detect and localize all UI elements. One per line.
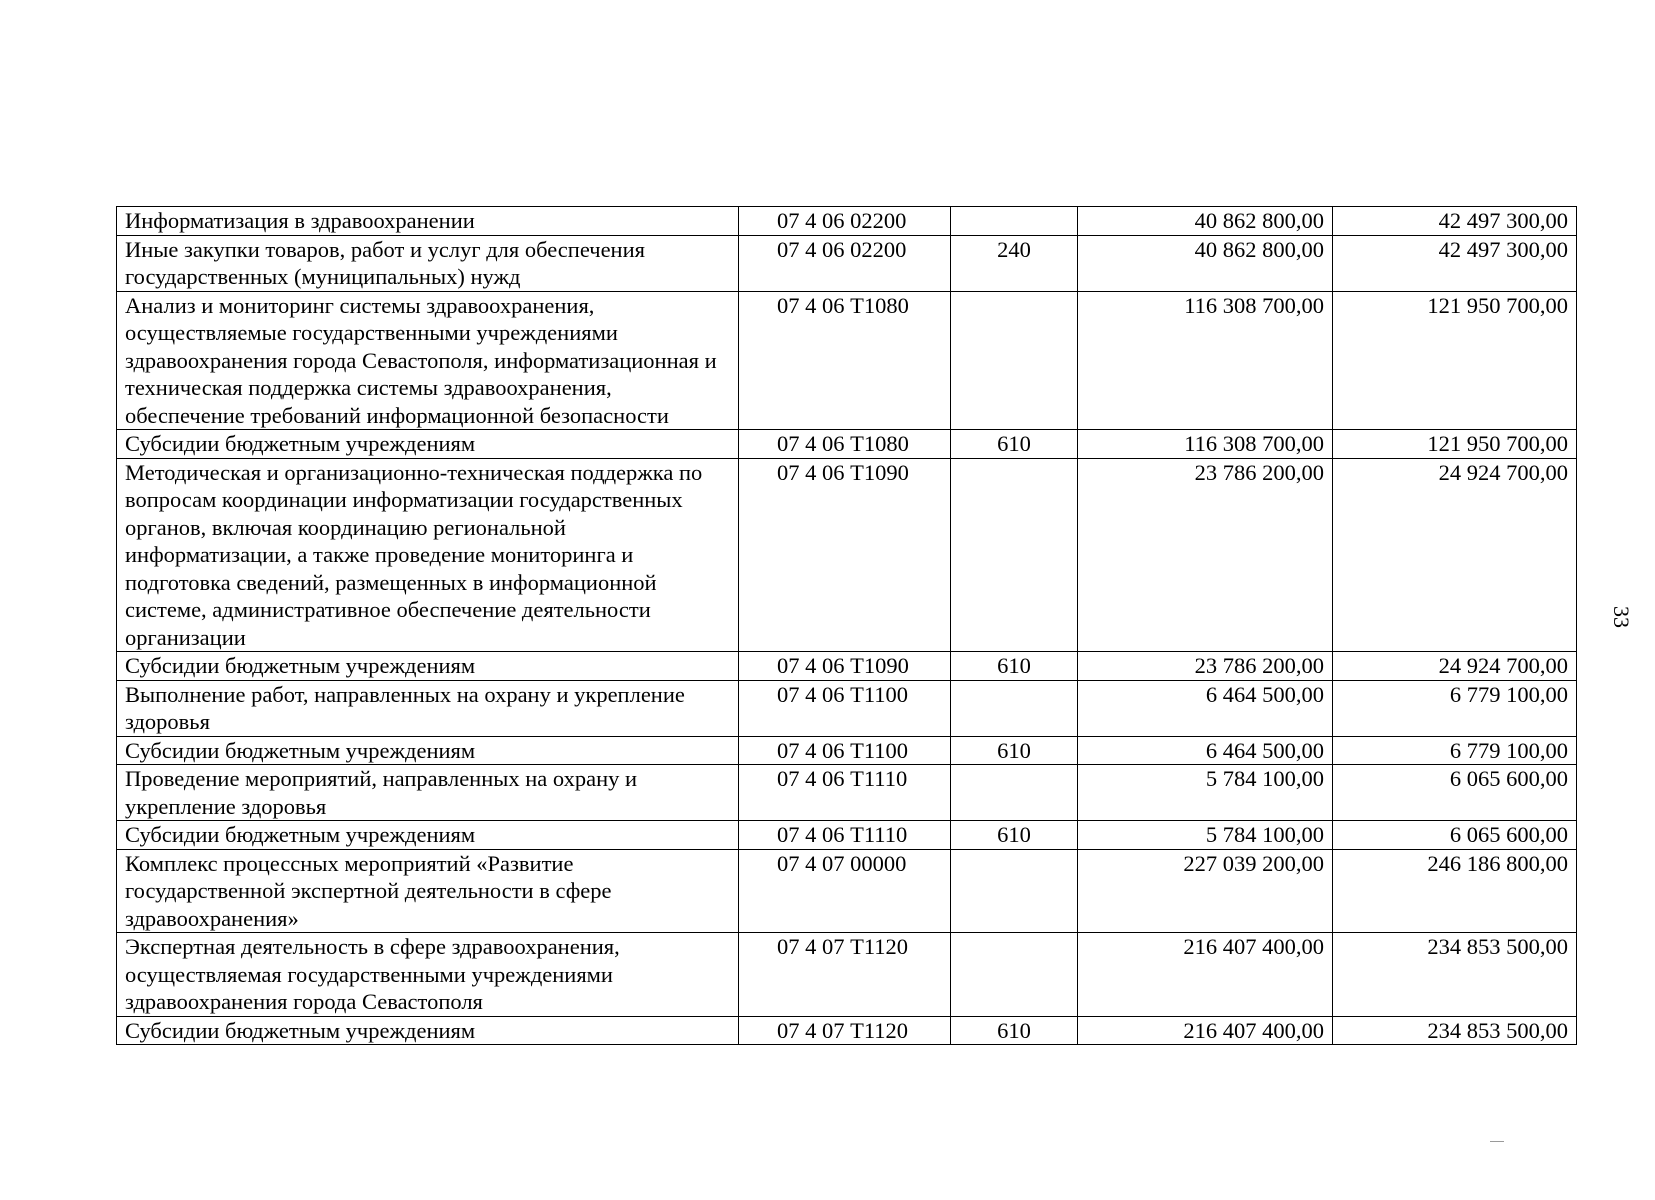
row-amount-year1-cell: 40 862 800,00 — [1078, 235, 1333, 291]
table-row — [117, 1016, 1577, 1045]
page-number: 33 — [1609, 606, 1634, 628]
row-name-cell: Субсидии бюджетным учреждениям — [117, 1016, 739, 1045]
row-expense-type-cell: 610 — [951, 821, 1078, 850]
row-code-cell: 07 4 07 00000 — [739, 849, 951, 933]
table-row — [117, 430, 1577, 459]
row-expense-type-cell — [951, 680, 1078, 736]
row-expense-type-cell: 610 — [951, 1016, 1078, 1045]
table-row — [117, 933, 1577, 1017]
row-expense-type-cell — [951, 849, 1078, 933]
row-code-cell: 07 4 06 02200 — [739, 207, 951, 236]
row-expense-type-cell — [951, 765, 1078, 821]
row-amount-year2-cell: 42 497 300,00 — [1333, 235, 1577, 291]
table-row — [117, 235, 1577, 291]
row-expense-type-cell: 610 — [951, 736, 1078, 765]
row-code-cell: 07 4 06 Т1080 — [739, 291, 951, 430]
row-amount-year2-cell: 6 779 100,00 — [1333, 680, 1577, 736]
row-name-cell: Проведение мероприятий, направленных на охрану и укрепление здоровья — [117, 765, 739, 821]
row-name-cell: Субсидии бюджетным учреждениям — [117, 430, 739, 459]
budget-table — [116, 206, 1577, 1045]
row-code-cell: 07 4 06 02200 — [739, 235, 951, 291]
row-amount-year2-cell: 121 950 700,00 — [1333, 430, 1577, 459]
row-expense-type-cell — [951, 933, 1078, 1017]
row-amount-year2-cell: 24 924 700,00 — [1333, 458, 1577, 652]
row-expense-type-cell: 610 — [951, 430, 1078, 459]
row-name-cell: Комплекс процессных мероприятий «Развитие государственной экспертной деятельности в сфере здравоохранения» — [117, 849, 739, 933]
row-expense-type-cell — [951, 291, 1078, 430]
row-name-cell: Иные закупки товаров, работ и услуг для обеспечения государственных (муниципальных) нужд — [117, 235, 739, 291]
row-amount-year2-cell: 24 924 700,00 — [1333, 652, 1577, 681]
row-amount-year1-cell: 216 407 400,00 — [1078, 933, 1333, 1017]
row-code-cell: 07 4 06 Т1090 — [739, 458, 951, 652]
row-expense-type-cell: 240 — [951, 235, 1078, 291]
row-amount-year2-cell: 234 853 500,00 — [1333, 1016, 1577, 1045]
table-row — [117, 765, 1577, 821]
table-row — [117, 652, 1577, 681]
table-row — [117, 680, 1577, 736]
table-row — [117, 207, 1577, 236]
row-code-cell: 07 4 06 Т1100 — [739, 680, 951, 736]
row-amount-year1-cell: 6 464 500,00 — [1078, 736, 1333, 765]
row-name-cell: Экспертная деятельность в сфере здравоохранения, осуществляемая государственными учреждениями здравоохранения города Севастополя — [117, 933, 739, 1017]
table-row — [117, 849, 1577, 933]
table-row — [117, 291, 1577, 430]
row-name-cell: Выполнение работ, направленных на охрану и укрепление здоровья — [117, 680, 739, 736]
row-amount-year1-cell: 23 786 200,00 — [1078, 652, 1333, 681]
row-code-cell: 07 4 06 Т1110 — [739, 765, 951, 821]
row-expense-type-cell — [951, 207, 1078, 236]
row-amount-year1-cell: 227 039 200,00 — [1078, 849, 1333, 933]
row-name-cell: Анализ и мониторинг системы здравоохранения, осуществляемые государственными учреждениями здравоохранения города Севастополя, информатизационная и техническая поддержка системы здравоохранения, обеспечение требований информационной безопасности — [117, 291, 739, 430]
row-expense-type-cell — [951, 458, 1078, 652]
table-row — [117, 458, 1577, 652]
row-amount-year2-cell: 6 065 600,00 — [1333, 765, 1577, 821]
row-name-cell: Методическая и организационно-техническая поддержка по вопросам координации информатизации государственных органов, включая координацию региональной информатизации, а также проведение мониторинга и подготовка сведений, размещенных в информационной системе, административное обеспечение деятельности организации — [117, 458, 739, 652]
row-amount-year2-cell: 234 853 500,00 — [1333, 933, 1577, 1017]
row-amount-year1-cell: 40 862 800,00 — [1078, 207, 1333, 236]
row-amount-year1-cell: 5 784 100,00 — [1078, 765, 1333, 821]
row-name-cell: Субсидии бюджетным учреждениям — [117, 821, 739, 850]
row-code-cell: 07 4 06 Т1100 — [739, 736, 951, 765]
row-code-cell: 07 4 07 Т1120 — [739, 1016, 951, 1045]
scan-artifact — [1490, 1141, 1504, 1142]
row-code-cell: 07 4 06 Т1090 — [739, 652, 951, 681]
row-amount-year1-cell: 23 786 200,00 — [1078, 458, 1333, 652]
row-amount-year1-cell: 116 308 700,00 — [1078, 291, 1333, 430]
row-expense-type-cell: 610 — [951, 652, 1078, 681]
row-amount-year2-cell: 246 186 800,00 — [1333, 849, 1577, 933]
row-amount-year1-cell: 216 407 400,00 — [1078, 1016, 1333, 1045]
row-amount-year2-cell: 6 065 600,00 — [1333, 821, 1577, 850]
row-code-cell: 07 4 06 Т1110 — [739, 821, 951, 850]
row-code-cell: 07 4 06 Т1080 — [739, 430, 951, 459]
row-amount-year2-cell: 42 497 300,00 — [1333, 207, 1577, 236]
table-row — [117, 736, 1577, 765]
row-amount-year1-cell: 116 308 700,00 — [1078, 430, 1333, 459]
row-code-cell: 07 4 07 Т1120 — [739, 933, 951, 1017]
row-amount-year1-cell: 6 464 500,00 — [1078, 680, 1333, 736]
table-body — [117, 207, 1577, 1045]
row-amount-year1-cell: 5 784 100,00 — [1078, 821, 1333, 850]
row-amount-year2-cell: 121 950 700,00 — [1333, 291, 1577, 430]
row-name-cell: Информатизация в здравоохранении — [117, 207, 739, 236]
row-name-cell: Субсидии бюджетным учреждениям — [117, 736, 739, 765]
row-amount-year2-cell: 6 779 100,00 — [1333, 736, 1577, 765]
table-row — [117, 821, 1577, 850]
row-name-cell: Субсидии бюджетным учреждениям — [117, 652, 739, 681]
